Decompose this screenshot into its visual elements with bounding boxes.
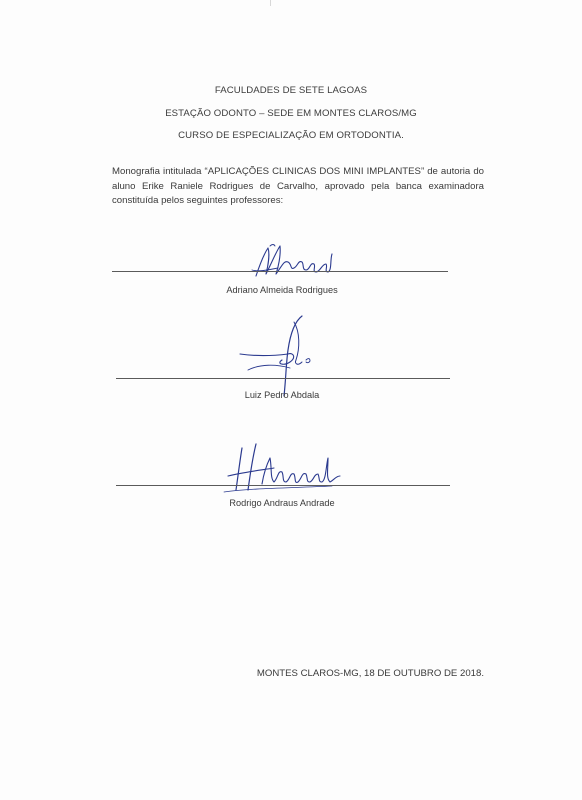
examiner-name: Rodrigo Andraus Andrade (229, 498, 335, 508)
institution-name: FACULDADES DE SETE LAGOAS (214, 85, 368, 96)
scan-mark (270, 0, 271, 6)
examiner-name: Luiz Pedro Abdala (244, 390, 320, 400)
approval-statement: Monografia intitulada “APLICAÇÕES CLINICAS DOS MINI IMPLANTES” de autoria do aluno Erike Raniele Rodrigues de Carvalho, aprovado pela banca examinadora constituída pelos seguintes professores: (112, 166, 484, 206)
place-and-date: MONTES CLAROS-MG, 18 DE OUTUBRO DE 2018. (256, 668, 484, 679)
signature-line (116, 485, 450, 486)
examiner-name: Adriano Almeida Rodrigues (226, 285, 338, 295)
signature-adriano-almeida-rodrigues (248, 240, 338, 280)
campus-name: ESTAÇÃO ODONTO – SEDE EM MONTES CLAROS/MG (165, 108, 417, 119)
signature-line (112, 271, 448, 272)
course-name: CURSO DE ESPECIALIZAÇÃO EM ORTODONTIA. (178, 130, 404, 141)
signature-rodrigo-andraus-andrade (222, 438, 346, 496)
signature-line (116, 378, 450, 379)
